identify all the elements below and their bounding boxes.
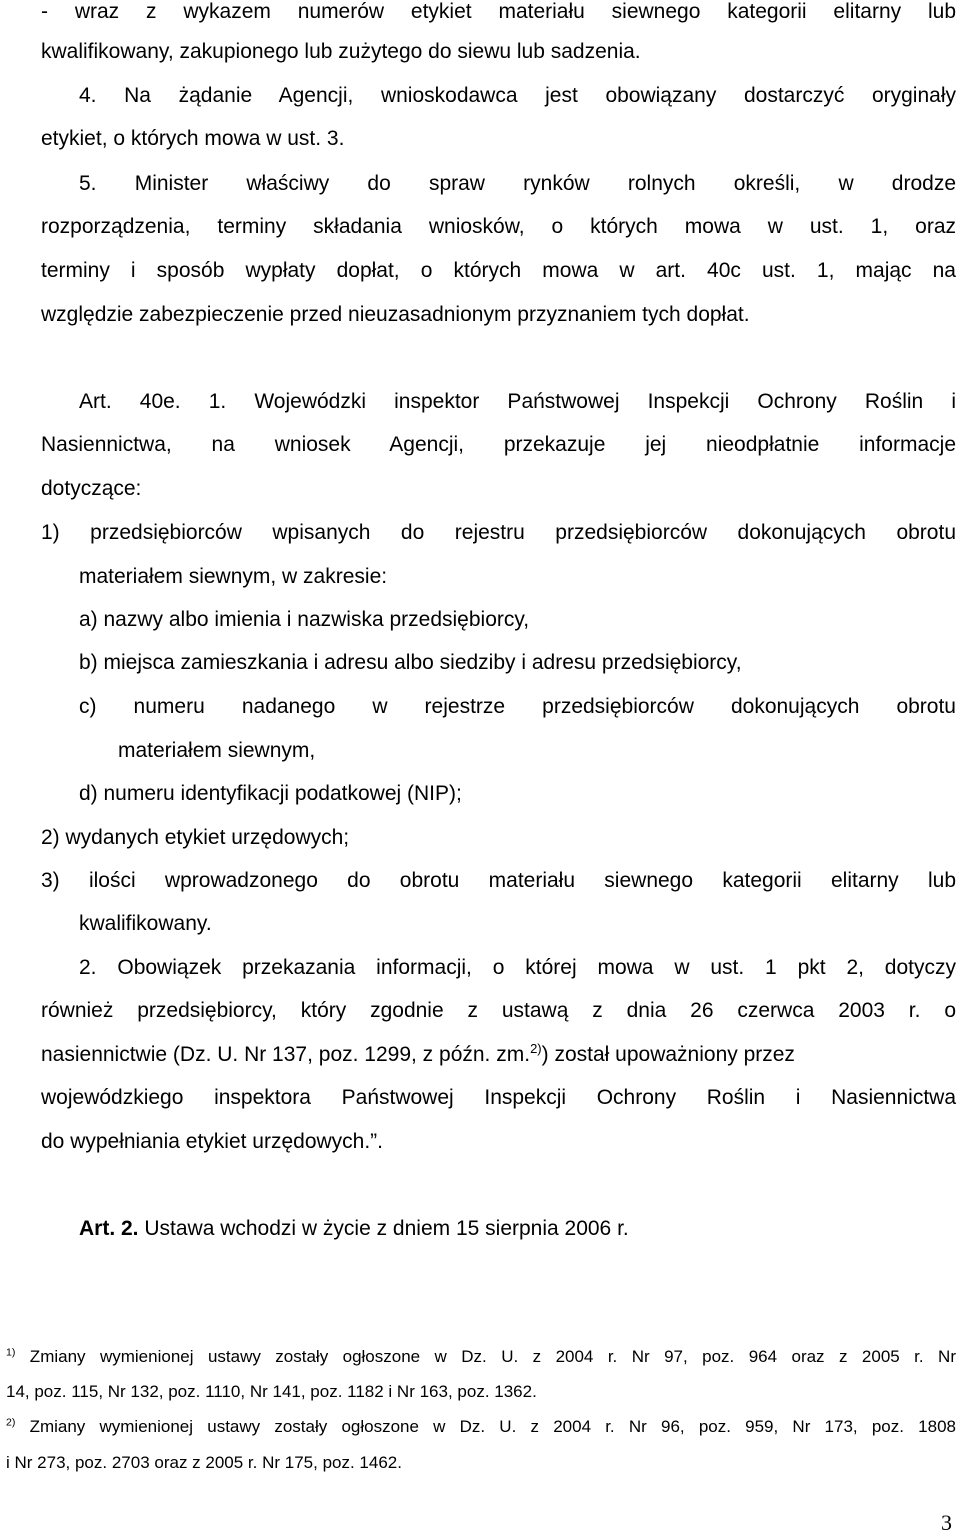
- text-line: rozporządzenia, terminy składania wniosków, o których mowa w ust. 1, oraz: [41, 215, 956, 238]
- article-2-text: Ustawa wchodzi w życie z dniem 15 sierpnia 2006 r.: [138, 1217, 629, 1240]
- list-item-line: materiałem siewnym,: [118, 739, 316, 762]
- list-item-line: 3) ilości wprowadzonego do obrotu materiału siewnego kategorii elitarny lub: [41, 869, 956, 892]
- article-2: [79, 1215, 960, 1243]
- list-item-line: b) miejsca zamieszkania i adresu albo siedziby i adresu przedsiębiorcy,: [79, 651, 742, 674]
- page-number: 3: [941, 1510, 952, 1535]
- footnote-text: Zmiany wymienionej ustawy zostały ogłoszone w Dz. U. z 2004 r. Nr 96, poz. 959, Nr 173, poz. 1808: [15, 1417, 956, 1436]
- text-line: kwalifikowany, zakupionego lub zużytego do siewu lub sadzenia.: [41, 40, 641, 63]
- footnote-2-line: [6, 1416, 956, 1438]
- text-line: wojewódzkiego inspektora Państwowej Inspekcji Ochrony Roślin i Nasiennictwa: [41, 1086, 956, 1109]
- text-line: etykiet, o których mowa w ust. 3.: [41, 127, 345, 150]
- footnote-text: Zmiany wymienionej ustawy zostały ogłoszone w Dz. U. z 2004 r. Nr 97, poz. 964 oraz z 2005 r. Nr: [15, 1347, 956, 1366]
- text-fragment: nasiennictwie (Dz. U. Nr 137, poz. 1299, z późn. zm.: [41, 1043, 531, 1066]
- list-item-line: 2) wydanych etykiet urzędowych;: [41, 826, 350, 849]
- footnote-marker: 2): [6, 1416, 16, 1429]
- text-line: terminy i sposób wypłaty dopłat, o których mowa w art. 40c ust. 1, mając na: [41, 259, 956, 282]
- footnote-1-line: 14, poz. 115, Nr 132, poz. 1110, Nr 141, poz. 1182 i Nr 163, poz. 1362.: [6, 1382, 537, 1401]
- text-fragment: ) został upoważniony przez: [541, 1043, 795, 1066]
- list-item-line: 1) przedsiębiorców wpisanych do rejestru przedsiębiorców dokonujących obrotu: [41, 521, 956, 544]
- article-heading-line: Art. 40e. 1. Wojewódzki inspektor Państwowej Inspekcji Ochrony Roślin i: [79, 390, 956, 413]
- text-line: względzie zabezpieczenie przed nieuzasadnionym przyznaniem tych dopłat.: [41, 303, 750, 326]
- list-item-line: materiałem siewnym, w zakresie:: [79, 565, 388, 588]
- text-line: 5. Minister właściwy do spraw rynków rolnych określi, w drodze: [79, 172, 956, 195]
- text-line: - wraz z wykazem numerów etykiet materiału siewnego kategorii elitarny lub: [41, 0, 956, 23]
- text-line: 4. Na żądanie Agencji, wnioskodawca jest obowiązany dostarczyć oryginały: [79, 84, 956, 107]
- list-item-line: kwalifikowany.: [79, 912, 212, 935]
- footnote-1-line: [6, 1346, 956, 1368]
- text-line: Nasiennictwa, na wniosek Agencji, przekazuje jej nieodpłatnie informacje: [41, 433, 956, 456]
- list-item-line: d) numeru identyfikacji podatkowej (NIP);: [79, 782, 462, 805]
- article-2-label: Art. 2.: [79, 1217, 139, 1240]
- list-item-line: a) nazwy albo imienia i nazwiska przedsiębiorcy,: [79, 608, 530, 631]
- text-line: dotyczące:: [41, 477, 142, 500]
- footnote-ref: 2): [530, 1041, 542, 1056]
- footnote-2-line: i Nr 273, poz. 2703 oraz z 2005 r. Nr 175, poz. 1462.: [6, 1453, 402, 1472]
- footnote-marker: 1): [6, 1346, 16, 1359]
- text-line: do wypełniania etykiet urzędowych.”.: [41, 1130, 384, 1153]
- text-line: 2. Obowiązek przekazania informacji, o której mowa w ust. 1 pkt 2, dotyczy: [79, 956, 956, 979]
- list-item-line: c) numeru nadanego w rejestrze przedsiębiorców dokonujących obrotu: [79, 695, 956, 718]
- text-line: również przedsiębiorcy, który zgodnie z ustawą z dnia 26 czerwca 2003 r. o: [41, 999, 956, 1022]
- text-line: [41, 1041, 956, 1069]
